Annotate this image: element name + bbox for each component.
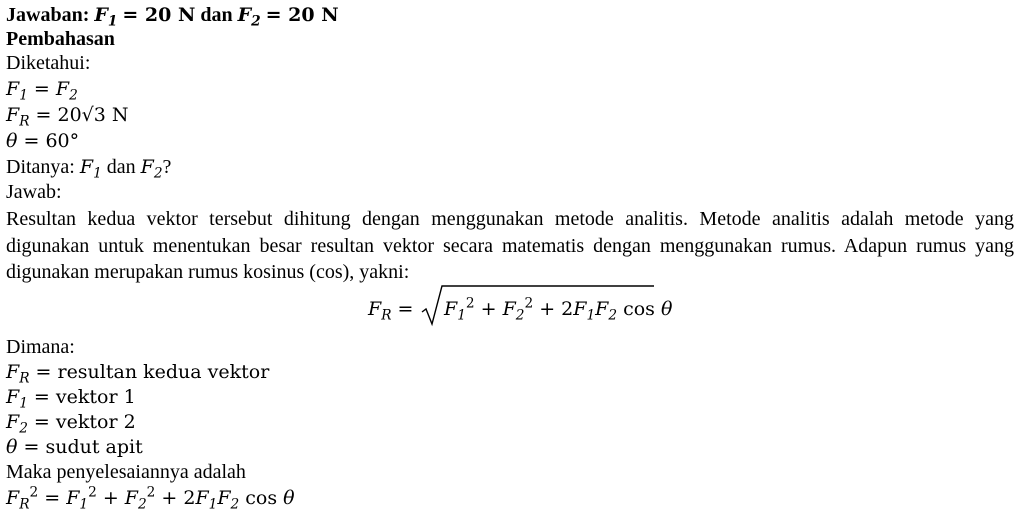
solution-document: Jawaban: $F_1 = 20$ N dan $F_2 = 20$ N Pembahasan Diketahui: $F_1 = F_2$ $F_R = 20√3$ N θ = 60° Ditanya: $F_1$ dan $F_2$? Jawab: Resultan kedua vektor tersebut dihitung dengan menggunakan metode analitis. Metode analitis adalah metode yang digunakan untuk menentukan besar resultan vektor secara matematis dengan menggunakan rumus. Adapun rumus yang digunakan merupakan rumus kosinus (cos), yakni: $F_R$ = $F_1^2 + F_2^2 + 2F_1F_2$ cos θ Dimana: $F_R$ = resultan kedua vektor $F_1$ = vektor 1 $F_2$ = vektor 2 θ = sudut apit Maka penyelesaiannya adalah $F_R^2 = F_1^2 + F_2^2 + 2F_1F_2$ cos θ bbox=[6, 4, 1014, 513]
solution-label: Maka penyelesaiannya adalah bbox=[6, 461, 246, 483]
formula-radicand: $F_1^2 + F_2^2 + 2F_1F_2$ cos θ bbox=[444, 295, 673, 324]
where-item-resultant: $F_R$ = resultan kedua vektor bbox=[6, 361, 270, 387]
where-item-vector2: $F_2$ = vektor 2 bbox=[6, 411, 136, 437]
jawab-label: Jawab: bbox=[6, 181, 62, 203]
asked-line: Ditanya: $F_1$ dan $F_2$? bbox=[6, 156, 172, 182]
known-label: Diketahui: bbox=[6, 52, 91, 74]
f2-symbol: $F_2$ bbox=[237, 4, 261, 30]
section-heading: Pembahasan bbox=[6, 28, 115, 50]
f2-value: = 20 N bbox=[265, 4, 339, 26]
known-resultant: $F_R = 20√3$ N bbox=[6, 104, 129, 130]
known-angle: θ = 60° bbox=[6, 130, 80, 152]
where-item-angle: θ = sudut apit bbox=[6, 436, 143, 458]
answer-line bbox=[6, 3, 339, 30]
f1-value: = 20 N bbox=[122, 4, 196, 26]
f1-symbol: $F_1$ bbox=[94, 4, 118, 30]
where-item-vector1: $F_1$ = vektor 1 bbox=[6, 386, 136, 412]
answer-conj: dan bbox=[200, 4, 233, 26]
where-label: Dimana: bbox=[6, 336, 75, 358]
solution-equation: $F_R^2 = F_1^2 + F_2^2 + 2F_1F_2$ cos θ bbox=[6, 484, 295, 513]
answer-label: Jawaban: bbox=[6, 4, 90, 26]
explanation-paragraph: Resultan kedua vektor tersebut dihitung dengan menggunakan metode analitis. Metode analitis adalah metode yang digunakan untuk menentukan besar resultan vektor secara matematis dengan menggunakan rumus. Adapun rumus yang digunakan merupakan rumus kosinus (cos), yakni: bbox=[6, 208, 1014, 284]
known-equal-forces: $F_1 = F_2$ bbox=[6, 78, 78, 104]
